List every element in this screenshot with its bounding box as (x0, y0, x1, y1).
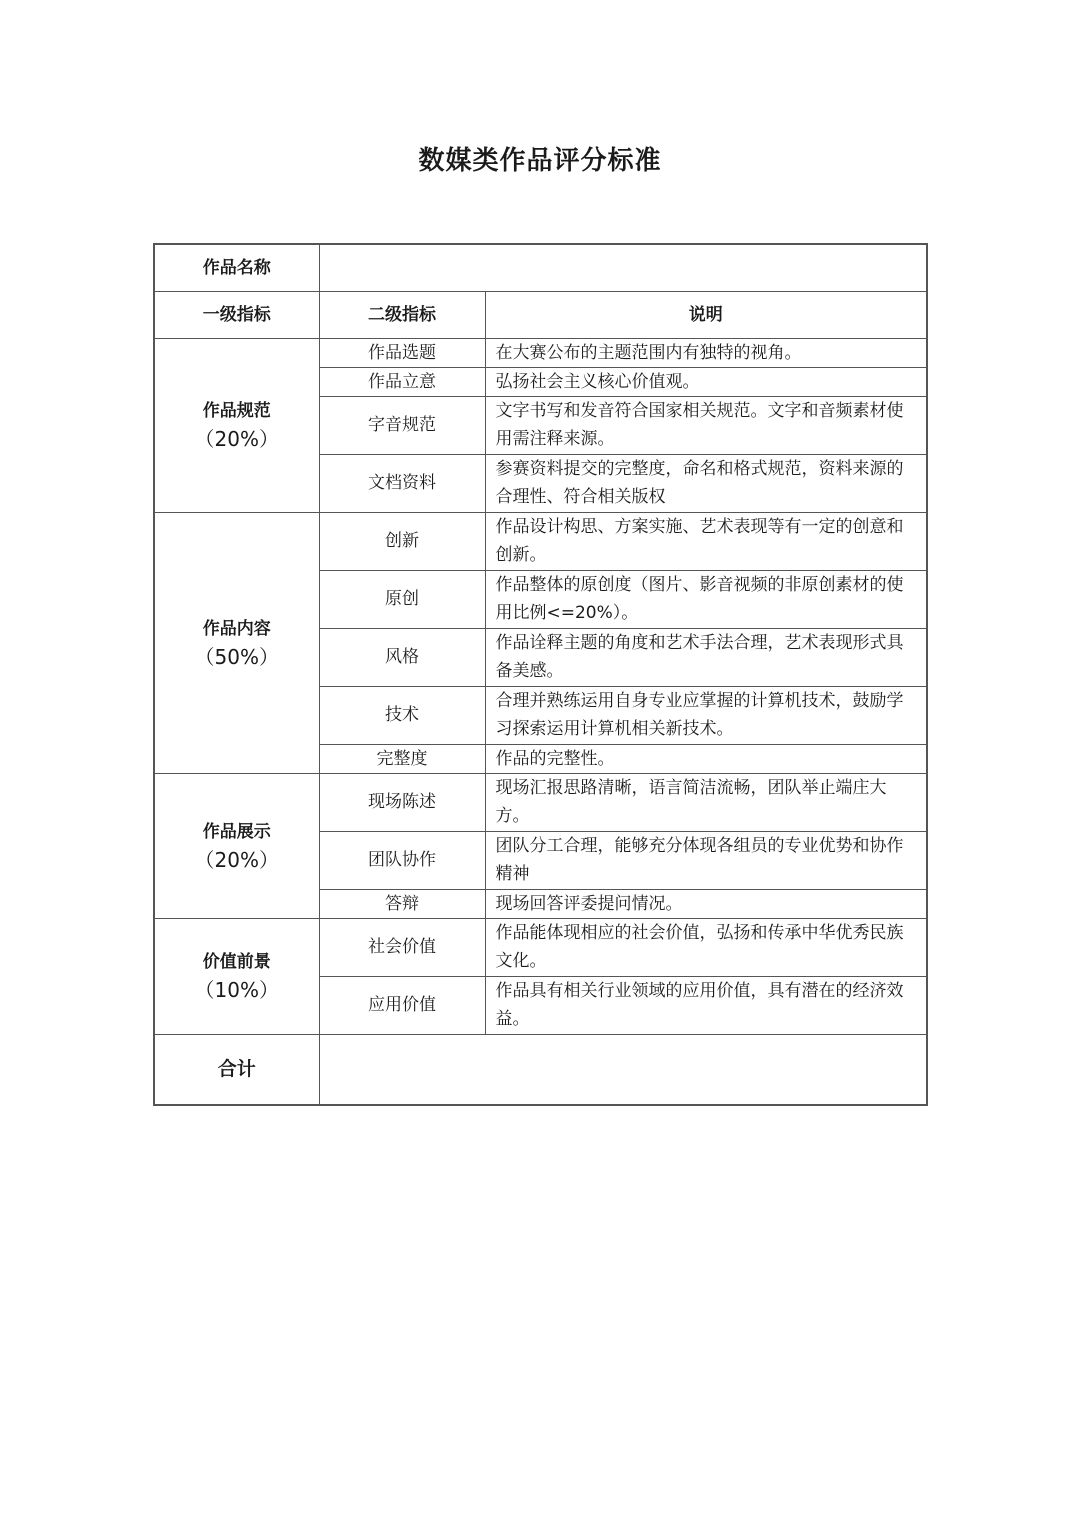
criterion-name: 应用价值 (319, 976, 485, 1034)
table-row (154, 512, 927, 570)
group-label: 作品规范 (202, 401, 271, 421)
group-label: 作品展示 (202, 821, 271, 842)
criterion-name: 完整度 (319, 744, 485, 773)
table-row (154, 918, 927, 976)
criterion-name: 文档资料 (319, 454, 485, 512)
work-name-value (319, 244, 927, 291)
criterion-desc: 团队分工合理，能够充分体现各组员的专业优势和协作精神 (485, 831, 927, 889)
criterion-name: 作品选题 (319, 338, 485, 367)
criterion-desc: 弘扬社会主义核心价值观。 (485, 367, 927, 396)
criterion-name: 作品立意 (319, 367, 485, 396)
criterion-name: 现场陈述 (319, 773, 485, 831)
page-title: 数媒类作品评分标准 (418, 146, 662, 176)
criterion-name: 技术 (319, 686, 485, 744)
criterion-desc: 参赛资料提交的完整度，命名和格式规范，资料来源的合理性、符合相关版权 (485, 454, 927, 512)
group-percent: （50%） (194, 644, 279, 669)
total-label: 合计 (154, 1034, 319, 1105)
criterion-name: 团队协作 (319, 831, 485, 889)
criterion-desc: 作品的完整性。 (485, 744, 927, 773)
criterion-name: 原创 (319, 570, 485, 628)
group-cell-presentation (154, 773, 319, 918)
criterion-desc: 合理并熟练运用自身专业应掌握的计算机技术，鼓励学习探索运用计算机相关新技术。 (485, 686, 927, 744)
criterion-name: 风格 (319, 628, 485, 686)
criterion-desc: 现场回答评委提问情况。 (485, 889, 927, 918)
criterion-desc: 作品整体的原创度（图片、影音视频的非原创素材的使用比例<=20%）。 (485, 570, 927, 628)
group-cell-spec (154, 338, 319, 512)
criterion-name: 答辩 (319, 889, 485, 918)
criterion-desc: 现场汇报思路清晰，语言简洁流畅，团队举止端庄大方。 (485, 773, 927, 831)
group-label: 作品内容 (202, 618, 271, 639)
scoring-table (153, 243, 928, 1106)
criterion-desc: 文字书写和发音符合国家相关规范。文字和音频素材使用需注释来源。 (485, 396, 927, 454)
header-desc: 说明 (485, 291, 927, 338)
table-row (154, 773, 927, 831)
group-percent: （20%） (194, 847, 279, 872)
criterion-name: 创新 (319, 512, 485, 570)
header-level2: 二级指标 (319, 291, 485, 338)
criterion-desc: 作品能体现相应的社会价值，弘扬和传承中华优秀民族文化。 (485, 918, 927, 976)
criterion-desc: 作品设计构思、方案实施、艺术表现等有一定的创意和创新。 (485, 512, 927, 570)
group-cell-value (154, 918, 319, 1034)
table-row (154, 338, 927, 367)
header-row (154, 291, 927, 338)
header-level1: 一级指标 (154, 291, 319, 338)
group-percent: （20%） (194, 427, 279, 451)
criterion-name: 字音规范 (319, 396, 485, 454)
group-label: 价值前景 (202, 952, 271, 972)
work-name-row (154, 244, 927, 291)
group-percent: （10%） (194, 978, 279, 1002)
criterion-desc: 作品具有相关行业领域的应用价值，具有潜在的经济效益。 (485, 976, 927, 1034)
criterion-desc: 在大赛公布的主题范围内有独特的视角。 (485, 338, 927, 367)
total-row (154, 1034, 927, 1105)
criterion-name: 社会价值 (319, 918, 485, 976)
total-value (319, 1034, 927, 1105)
group-cell-content (154, 512, 319, 773)
criterion-desc: 作品诠释主题的角度和艺术手法合理，艺术表现形式具备美感。 (485, 628, 927, 686)
work-name-label: 作品名称 (154, 244, 319, 291)
